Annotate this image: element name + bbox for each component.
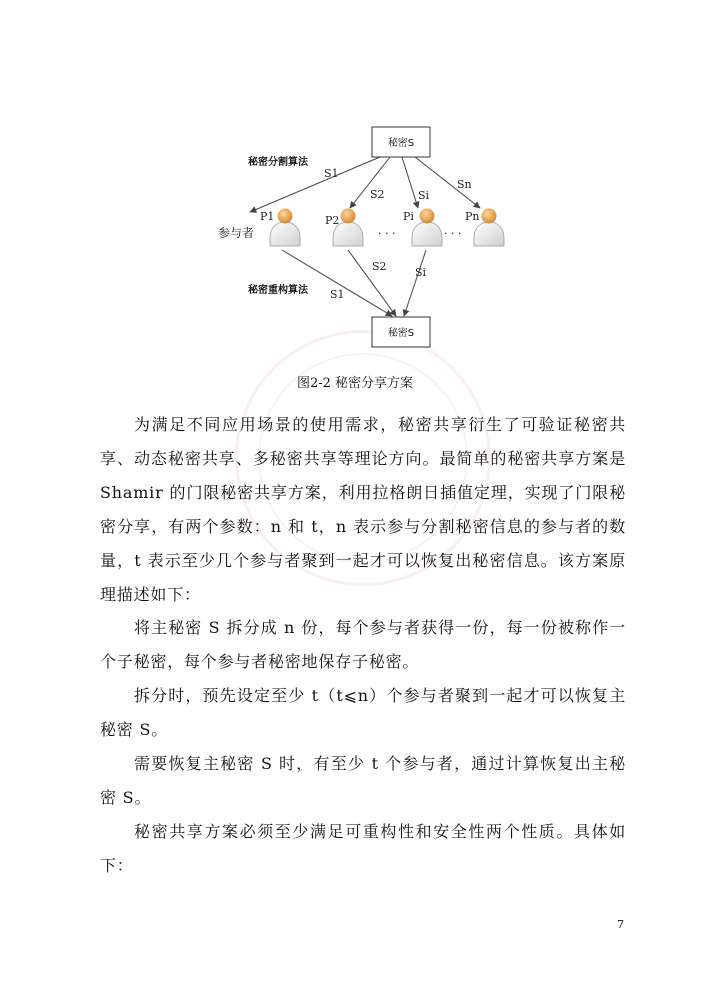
share-label-sn-top: Sn <box>457 178 472 191</box>
split-arrow-i <box>402 157 418 208</box>
paragraph-properties: 秘密共享方案必须至少满足可重构性和安全性两个性质。具体如下： <box>100 822 626 875</box>
reconstruct-algorithm-label: 秘密重构算法 <box>248 285 308 296</box>
paragraph-recover: 需要恢复主秘密 S 时，有至少 t 个参与者，通过计算恢复出主秘密 S。 <box>100 754 626 807</box>
secret-box-top-label: 秘密S <box>387 138 415 149</box>
secret-sharing-diagram <box>0 0 710 400</box>
participant-p1-label: P1 <box>260 210 275 223</box>
page-number: 7 <box>617 918 624 931</box>
participant-pi-label: Pi <box>403 210 414 223</box>
split-algorithm-label: 秘密分割算法 <box>248 157 308 168</box>
share-label-s2-bottom: S2 <box>372 260 387 273</box>
paragraph-split: 将主秘密 S 拆分成 n 份，每个参与者获得一份，每一份被称作一个子秘密，每个参与者秘密地保存子秘密。 <box>100 618 626 671</box>
participant-p2-label: P2 <box>325 214 340 227</box>
share-label-s1-bottom: S1 <box>330 288 345 301</box>
participant-pn <box>465 209 504 247</box>
share-label-s1-top: S1 <box>324 167 339 180</box>
participant-p2 <box>325 209 363 247</box>
participant-p1 <box>260 209 300 247</box>
paragraph-threshold: 拆分时，预先设定至少 t（t⩽n）个参与者聚到一起才可以恢复主秘密 S。 <box>100 686 626 739</box>
secret-box-bottom-label: 秘密S <box>387 328 415 339</box>
participants-label: 参与者 <box>218 226 255 240</box>
share-label-si-top: Si <box>418 189 430 202</box>
recon-arrow-i <box>404 250 426 316</box>
participant-pi <box>403 209 442 247</box>
paragraph-intro: 为满足不同应用场景的使用需求，秘密共享衍生了可验证秘密共享、动态秘密共享、多秘密共享等理论方向。最简单的秘密共享方案是 Shamir 的门限秘密共享方案，利用拉格朗日插值定理，实现了门限秘密分享，有两个参数：n 和 t，n 表示参与分割秘密信息的参与者的数量，t 表示至少几个参与者聚到一起才可以恢复出秘密信息。该方案原理描述如下： <box>100 415 626 604</box>
participant-pn-label: Pn <box>465 210 480 223</box>
share-label-s2-top: S2 <box>370 188 385 201</box>
ellipsis-2: · · · <box>444 227 462 240</box>
figure-caption: 图2-2 秘密分享方案 <box>296 376 414 391</box>
ellipsis-1: · · · <box>378 227 396 240</box>
share-label-si-bottom: Si <box>415 266 427 279</box>
